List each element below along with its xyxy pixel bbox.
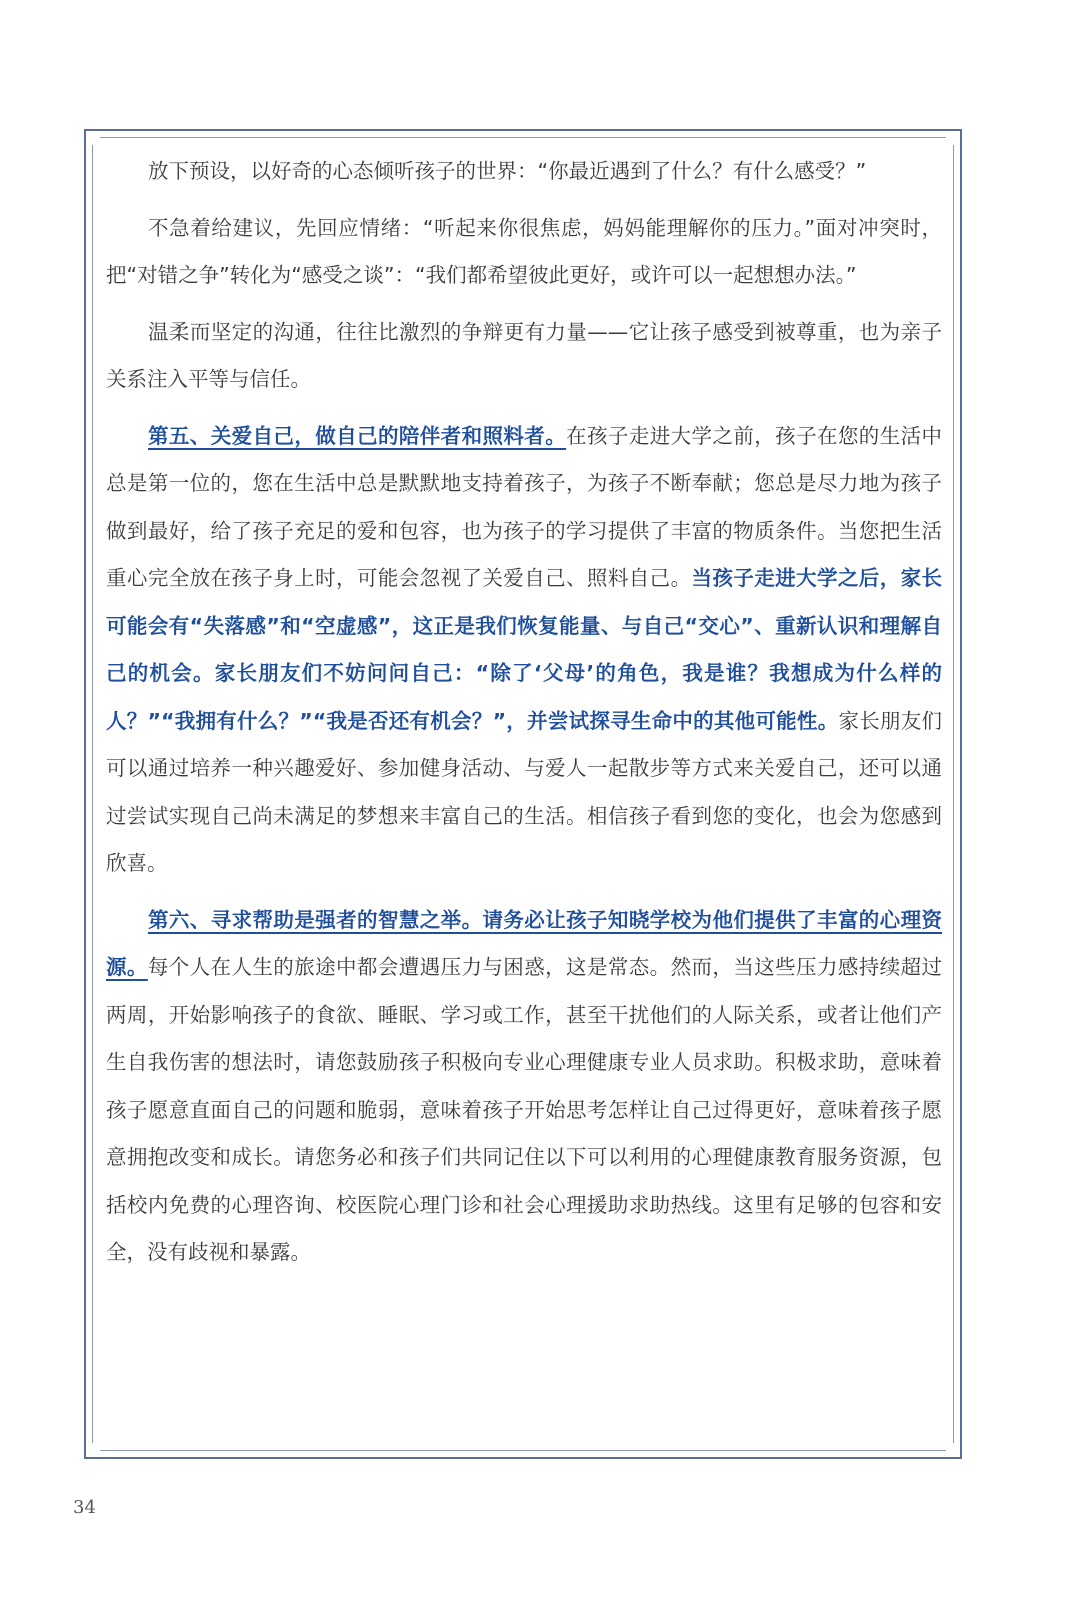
article-body xyxy=(106,148,942,1277)
paragraph-respond: 不急着给建议，先回应情绪：“听起来你很焦虑，妈妈能理解你的压力。”面对冲突时，把“对错之争”转化为“感受之谈”：“我们都希望彼此更好，或许可以一起想想办法。” xyxy=(106,215,942,287)
paragraph-listen: 放下预设，以好奇的心态倾听孩子的世界：“你最近遇到了什么？有什么感受？” xyxy=(148,159,867,183)
self-care-highlight: 当孩子走进大学之后，家长可能会有“失落感”和“空虚感”，这正是我们恢复能量、与自己“交心”、重新认识和理解自己的机会。家长朋友们不妨问问自己：“除了‘父母’的角色，我是谁？我想成为什么样的人？”“我拥有什么？”“我是否还有机会？”，并尝试探寻生命中的其他可能性。 xyxy=(106,566,943,733)
frame-corner-bottom-right xyxy=(946,1443,962,1459)
section-heading-five: 第五、关爱自己，做自己的陪伴者和照料者。 xyxy=(148,423,567,448)
paragraph-communication: 温柔而坚定的沟通，往往比激烈的争辩更有力量——它让孩子感受到被尊重，也为亲子关系注入平等与信任。 xyxy=(106,319,942,391)
page-number: 34 xyxy=(73,1497,96,1518)
frame-corner-bottom-left xyxy=(84,1443,100,1459)
frame-corner-top-right xyxy=(946,129,962,145)
paragraph-self-care xyxy=(106,413,942,888)
frame-corner-top-left xyxy=(84,129,100,145)
seek-help-text: 每个人在人生的旅途中都会遭遇压力与困惑，这是常态。然而，当这些压力感持续超过两周，开始影响孩子的食欲、睡眠、学习或工作，甚至干扰他们的人际关系，或者让他们产生自我伤害的想法时，请您鼓励孩子积极向专业心理健康专业人员求助。积极求助，意味着孩子愿意直面自己的问题和脆弱，意味着孩子开始思考怎样让自己过得更好，意味着孩子愿意拥抱改变和成长。请您务必和孩子们共同记住以下可以利用的心理健康教育服务资源，包括校内免费的心理咨询、校医院心理门诊和社会心理援助求助热线。这里有足够的包容和安全，没有歧视和暴露。 xyxy=(106,955,943,1264)
section-heading-six: 第六、寻求帮助是强者的智慧之举。请务必让孩子知晓学校为他们提供了丰富的心理资源。 xyxy=(106,907,942,979)
self-care-suggestions: 家长朋友们可以通过培养一种兴趣爱好、参加健身活动、与爱人一起散步等方式来关爱自己，还可以通过尝试实现自己尚未满足的梦想来丰富自己的生活。相信孩子看到您的变化，也会为您感到欣喜。 xyxy=(106,708,942,875)
paragraph-seek-help xyxy=(106,897,942,1277)
self-care-text: 在孩子走进大学之前，孩子在您的生活中总是第一位的，您在生活中总是默默地支持着孩子，为孩子不断奉献；您总是尽力地为孩子做到最好，给了孩子充足的爱和包容，也为孩子的学习提供了丰富的物质条件。当您把生活重心完全放在孩子身上时，可能会忽视了关爱自己、照料自己。 xyxy=(106,423,943,590)
